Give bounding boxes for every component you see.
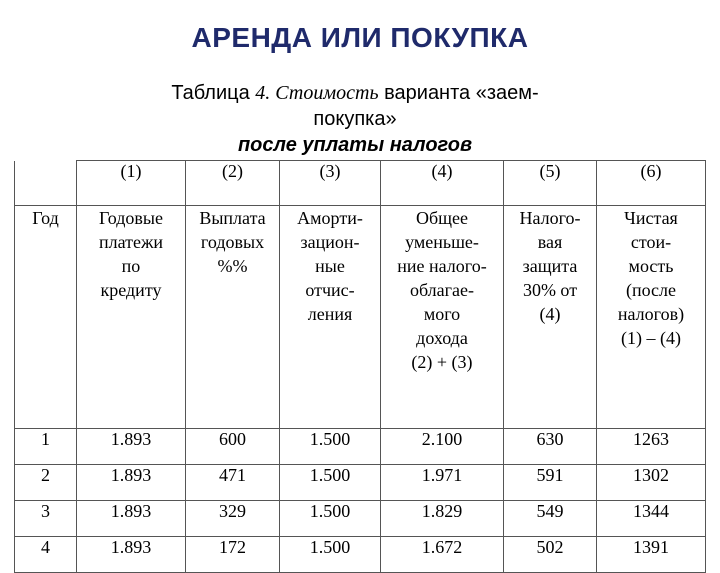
colnum-cell: (6) bbox=[597, 161, 706, 206]
header-line: (4) bbox=[539, 304, 561, 324]
header-line: уменьше- bbox=[405, 232, 479, 252]
header-line: отчис- bbox=[305, 280, 355, 300]
header-line: (после bbox=[625, 280, 677, 300]
table-cell: 1.893 bbox=[77, 537, 186, 573]
header-line: Выплата bbox=[199, 208, 266, 228]
caption-line-2: покупка» bbox=[313, 108, 397, 130]
table-cell: 1344 bbox=[597, 501, 706, 537]
table-row bbox=[15, 465, 706, 501]
table-row bbox=[15, 537, 706, 573]
table-cell: 591 bbox=[504, 465, 597, 501]
caption-rest: варианта «заем- bbox=[378, 82, 539, 104]
header-line: зацион- bbox=[300, 232, 360, 252]
header-line: вая bbox=[537, 232, 563, 252]
table-cell: 1.500 bbox=[280, 465, 381, 501]
header-line: платежи bbox=[98, 232, 164, 252]
caption-italic: Стоимость bbox=[270, 82, 379, 104]
header-line: Чистая bbox=[624, 208, 678, 228]
column-number-row bbox=[15, 161, 706, 206]
table-cell: 1.893 bbox=[77, 501, 186, 537]
header-line: мость bbox=[628, 256, 674, 276]
table-cell: 4 bbox=[15, 537, 77, 573]
header-line: дохода bbox=[416, 328, 468, 348]
table-cell: 2 bbox=[15, 465, 77, 501]
corner-cell bbox=[15, 161, 77, 206]
caption-prefix: Таблица bbox=[171, 82, 256, 104]
header-line: Аморти- bbox=[297, 208, 363, 228]
header-line: налогов) bbox=[617, 304, 685, 324]
colnum-cell: (3) bbox=[280, 161, 381, 206]
header-col5 bbox=[504, 206, 597, 429]
header-line: облагае- bbox=[409, 280, 475, 300]
header-line: мого bbox=[423, 304, 461, 324]
table-cell: 471 bbox=[186, 465, 280, 501]
table-caption bbox=[95, 80, 615, 158]
table-cell: 3 bbox=[15, 501, 77, 537]
table-cell: 1.829 bbox=[381, 501, 504, 537]
header-line: Налого- bbox=[519, 208, 581, 228]
caption-line-3: после уплаты налогов bbox=[237, 134, 473, 156]
table-cell: 1.672 bbox=[381, 537, 504, 573]
header-col2 bbox=[186, 206, 280, 429]
header-col6 bbox=[597, 206, 706, 429]
table-cell: 1.893 bbox=[77, 465, 186, 501]
table-cell: 172 bbox=[186, 537, 280, 573]
header-line: ления bbox=[307, 304, 353, 324]
header-line: 30% от bbox=[522, 280, 578, 300]
table-cell: 630 bbox=[504, 429, 597, 465]
header-line: защита bbox=[522, 256, 578, 276]
caption-number: 4. bbox=[255, 82, 271, 104]
header-line: по bbox=[121, 256, 141, 276]
table-cell: 1263 bbox=[597, 429, 706, 465]
header-line: (2) + (3) bbox=[411, 352, 473, 372]
header-col3 bbox=[280, 206, 381, 429]
header-row bbox=[15, 206, 706, 429]
header-line: ние налого- bbox=[397, 256, 487, 276]
header-col4 bbox=[381, 206, 504, 429]
year-header: Год bbox=[15, 206, 77, 429]
colnum-cell: (5) bbox=[504, 161, 597, 206]
caption-line-1 bbox=[95, 80, 615, 106]
header-line: Годовые bbox=[98, 208, 164, 228]
table-cell: 549 bbox=[504, 501, 597, 537]
header-line: кредиту bbox=[100, 280, 162, 300]
header-line: (1) – (4) bbox=[621, 328, 681, 348]
table-row bbox=[15, 429, 706, 465]
table-cell: 502 bbox=[504, 537, 597, 573]
colnum-cell: (1) bbox=[77, 161, 186, 206]
table-cell: 600 bbox=[186, 429, 280, 465]
table-cell: 1.893 bbox=[77, 429, 186, 465]
table-cell: 1.500 bbox=[280, 429, 381, 465]
table-cell: 1302 bbox=[597, 465, 706, 501]
table-cell: 2.100 bbox=[381, 429, 504, 465]
table-cell: 1391 bbox=[597, 537, 706, 573]
table-cell: 1.971 bbox=[381, 465, 504, 501]
table-cell: 1 bbox=[15, 429, 77, 465]
table-cell: 1.500 bbox=[280, 501, 381, 537]
header-col1 bbox=[77, 206, 186, 429]
cost-table bbox=[14, 160, 706, 573]
colnum-cell: (2) bbox=[186, 161, 280, 206]
page-title: АРЕНДА ИЛИ ПОКУПКА bbox=[191, 22, 529, 53]
colnum-cell: (4) bbox=[381, 161, 504, 206]
header-line: Общее bbox=[416, 208, 468, 228]
table-cell: 329 bbox=[186, 501, 280, 537]
table-cell: 1.500 bbox=[280, 537, 381, 573]
header-line: годовых bbox=[200, 232, 265, 252]
header-line: стои- bbox=[630, 232, 672, 252]
table-row bbox=[15, 501, 706, 537]
header-line: %% bbox=[217, 256, 248, 276]
header-line: ные bbox=[315, 256, 345, 276]
